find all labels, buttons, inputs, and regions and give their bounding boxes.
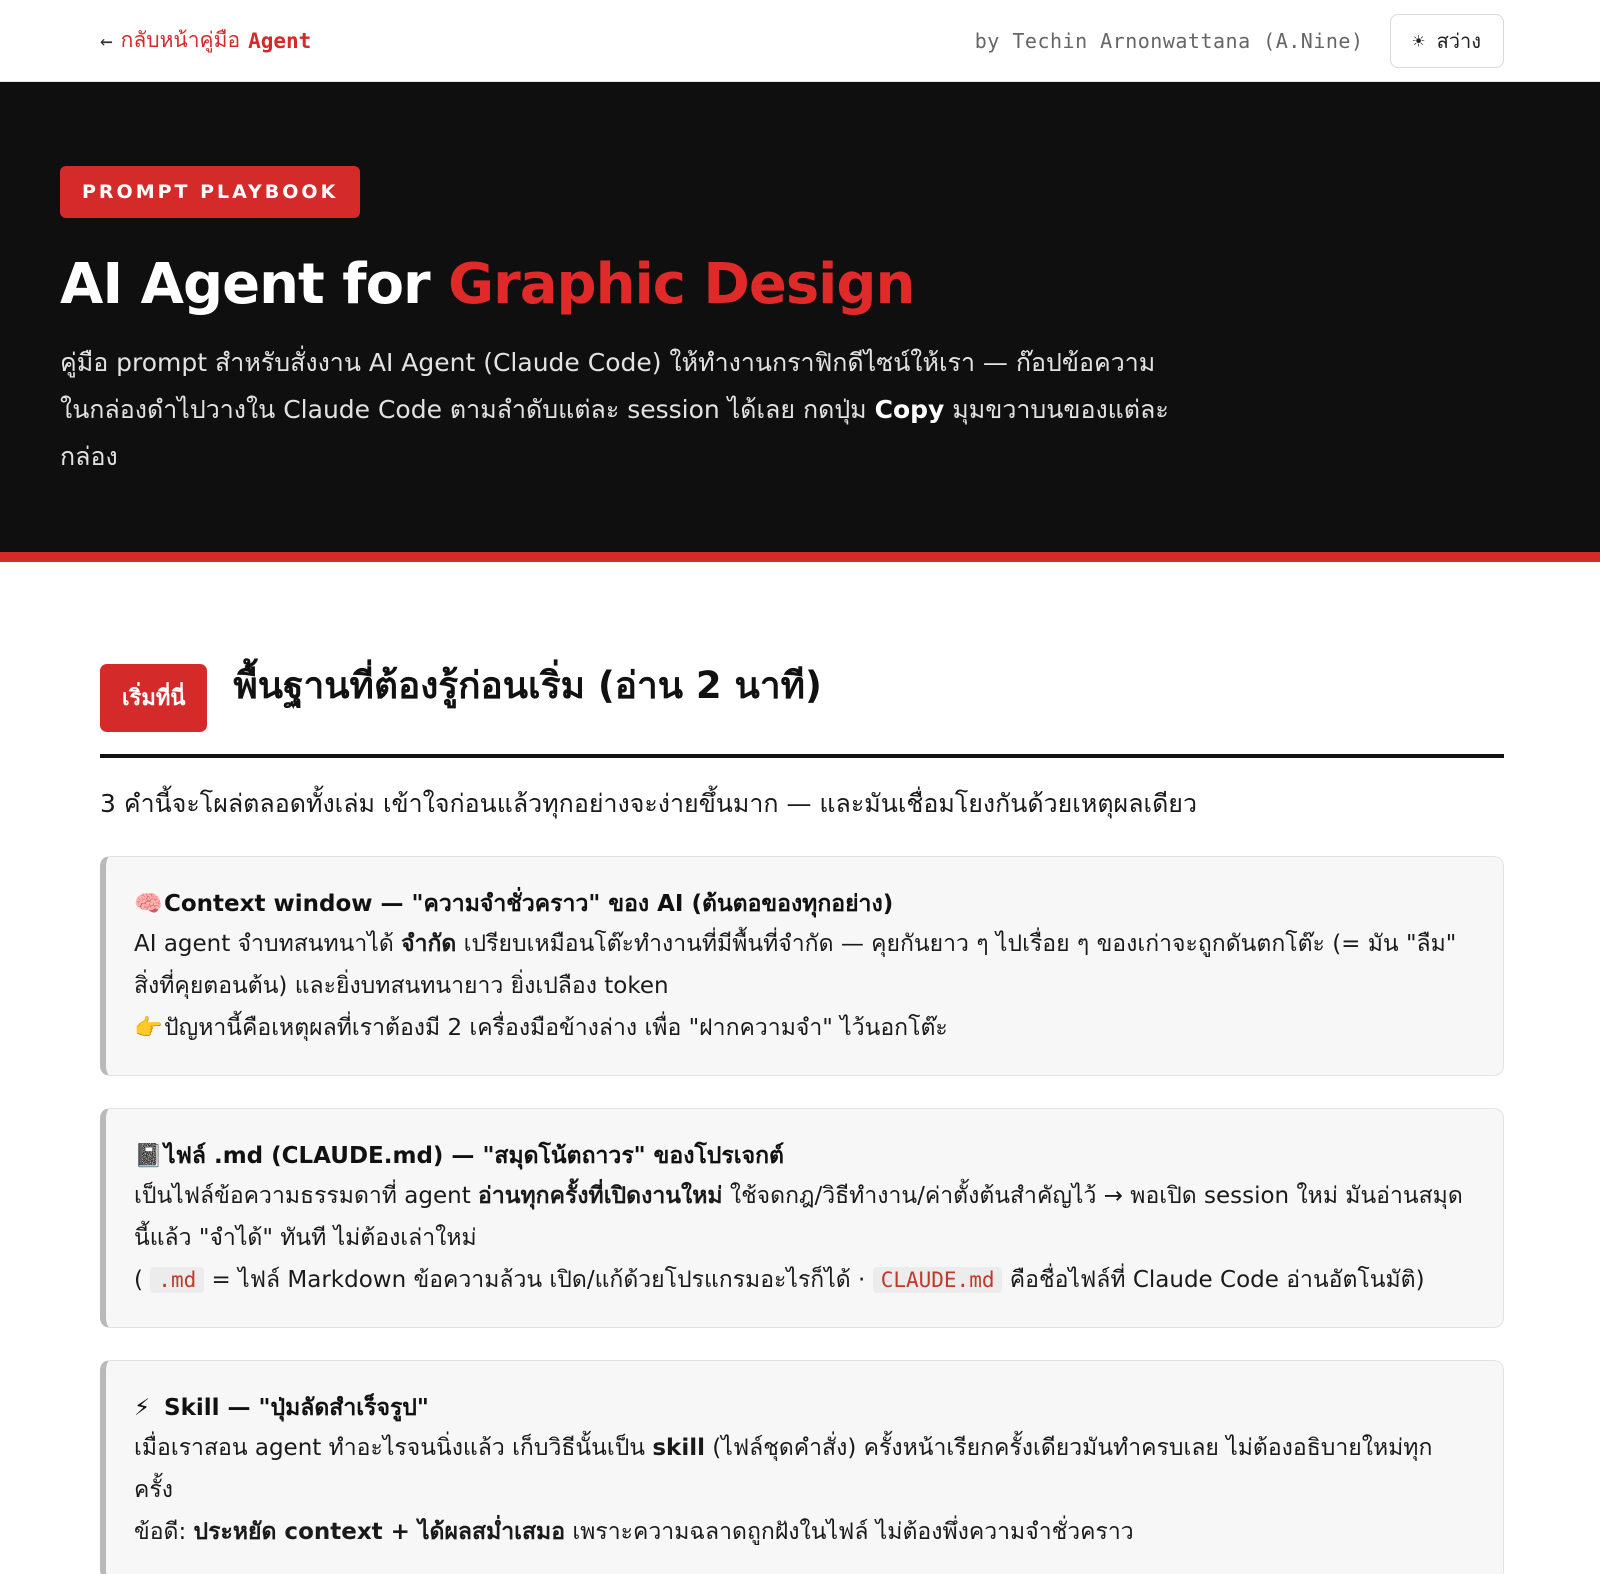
card-title-text: Skill — "ปุ่มลัดสำเร็จรูป" <box>164 1395 429 1421</box>
card-body <box>134 1175 1469 1259</box>
hero-description <box>60 339 1180 480</box>
card-emphasis: อ่านทุกครั้งที่เปิดงานใหม่ <box>478 1183 723 1209</box>
sun-icon: ☀ <box>1412 28 1425 53</box>
theme-toggle-label: สว่าง <box>1436 28 1481 53</box>
back-link-agent: Agent <box>248 28 312 53</box>
section-header <box>100 662 1504 758</box>
hero-banner <box>0 82 1600 562</box>
pointing-hand-icon: 👉 <box>134 1015 163 1041</box>
card-title <box>134 885 1469 923</box>
back-to-guide-link[interactable] <box>100 24 311 57</box>
playbook-badge: PROMPT PLAYBOOK <box>60 166 360 218</box>
card-note <box>134 1007 1469 1049</box>
card-text: ปัญหานี้คือเหตุผลที่เราต้องมี 2 เครื่องมือข้างล่าง เพื่อ "ฝากความจำ" ไว้นอกโต๊ะ <box>164 1015 948 1041</box>
card-text: AI agent จำบทสนทนาได้ <box>134 931 402 957</box>
card-note <box>134 1511 1469 1553</box>
skill-card <box>100 1360 1504 1574</box>
author-credit: by Techin Arnonwattana (A.Nine) <box>974 28 1364 53</box>
card-text: (ไฟล์ชุดคำสั่ง) ครั้งหน้าเรียกครั้งเดียวมันทำครบเลย ไม่ต้องอธิบายใหม่ทุกครั้ง <box>134 1435 1433 1503</box>
start-here-badge: เริ่มที่นี่ <box>100 664 207 732</box>
lightning-icon: ⚡ <box>134 1395 151 1421</box>
page-title <box>60 252 1540 317</box>
page-title-main: AI Agent for <box>60 252 449 317</box>
hero-desc-copy: Copy <box>874 395 945 424</box>
back-link-text: กลับหน้าคู่มือ <box>120 28 241 52</box>
claude-md-card <box>100 1108 1504 1328</box>
card-emphasis: จำกัด <box>401 931 457 957</box>
card-title-text: ไฟล์ .md (CLAUDE.md) — "สมุดโน้ตถาวร" ของโปรเจกต์ <box>164 1143 784 1169</box>
card-body <box>134 923 1469 1007</box>
card-text: ข้อดี: <box>134 1519 194 1545</box>
card-text: เมื่อเราสอน agent ทำอะไรจนนิ่งแล้ว เก็บวิธีนั้นเป็น <box>134 1435 653 1461</box>
top-bar-right <box>975 14 1504 68</box>
notebook-icon: 📓 <box>134 1143 163 1169</box>
card-text: เพราะความฉลาดถูกฝังในไฟล์ ไม่ต้องพึ่งความจำชั่วคราว <box>565 1519 1134 1545</box>
card-title <box>134 1389 1469 1427</box>
card-text: = ไฟล์ Markdown ข้อความล้วน เปิด/แก้ด้วยโปรแกรมอะไรก็ได้ · <box>211 1267 866 1293</box>
inline-code-claude-md: CLAUDE.md <box>873 1267 1003 1293</box>
hero-desc-part2: มุมขวาบนของแต่ละกล่อง <box>60 395 1169 471</box>
card-title <box>134 1137 1469 1175</box>
main-content <box>0 562 1600 1574</box>
card-emphasis: skill <box>652 1435 705 1461</box>
card-text: ( <box>134 1267 143 1293</box>
card-note <box>134 1259 1469 1301</box>
context-window-card <box>100 856 1504 1076</box>
card-text: เป็นไฟล์ข้อความธรรมดาที่ agent <box>134 1183 479 1209</box>
card-text: เปรียบเหมือนโต๊ะทำงานที่มีพื้นที่จำกัด — คุยกันยาว ๆ ไปเรื่อย ๆ ของเก่าจะถูกดันตกโต๊ะ (= มัน "ลืม" สิ่งที่คุยตอนต้น) และยิ่งบทสนทนายาว ยิ่งเปลือง token <box>134 931 1457 999</box>
top-bar <box>0 0 1600 82</box>
section-intro: 3 คำนี้จะโผล่ตลอดทั้งเล่ม เข้าใจก่อนแล้วทุกอย่างจะง่ายขึ้นมาก — และมันเชื่อมโยงกันด้วยเหตุผลเดียว <box>100 789 1197 818</box>
card-emphasis: ประหยัด context + ได้ผลสม่ำเสมอ <box>193 1519 566 1545</box>
page-title-accent: Graphic Design <box>448 252 915 317</box>
card-title-text: Context window — "ความจำชั่วคราว" ของ AI (ต้นตอของทุกอย่าง) <box>164 891 894 917</box>
theme-toggle-button[interactable] <box>1390 14 1504 68</box>
inline-code-md: .md <box>150 1267 204 1293</box>
section-title: พื้นฐานที่ต้องรู้ก่อนเริ่ม (อ่าน 2 นาที) <box>233 664 822 707</box>
card-text: ใช้จดกฎ/วิธีทำงาน/ค่าตั้งต้นสำคัญไว้ → พอเปิด session ใหม่ มันอ่านสมุดนี้แล้ว "จำได้" ทันที ไม่ต้องเล่าใหม่ <box>134 1183 1463 1251</box>
back-arrow-icon: ← <box>100 28 113 53</box>
card-text: คือชื่อไฟล์ที่ Claude Code อ่านอัตโนมัติ) <box>1009 1267 1425 1293</box>
hero-desc-part1: คู่มือ prompt สำหรับสั่งงาน AI Agent (Claude Code) ให้ทำงานกราฟิกดีไซน์ให้เรา — ก๊อปข้อความในกล่องดำไปวางใน Claude Code ตามลำดับแต่ละ session ได้เลย กดปุ่ม <box>60 348 1156 424</box>
brain-icon: 🧠 <box>134 891 163 917</box>
card-body <box>134 1427 1469 1511</box>
